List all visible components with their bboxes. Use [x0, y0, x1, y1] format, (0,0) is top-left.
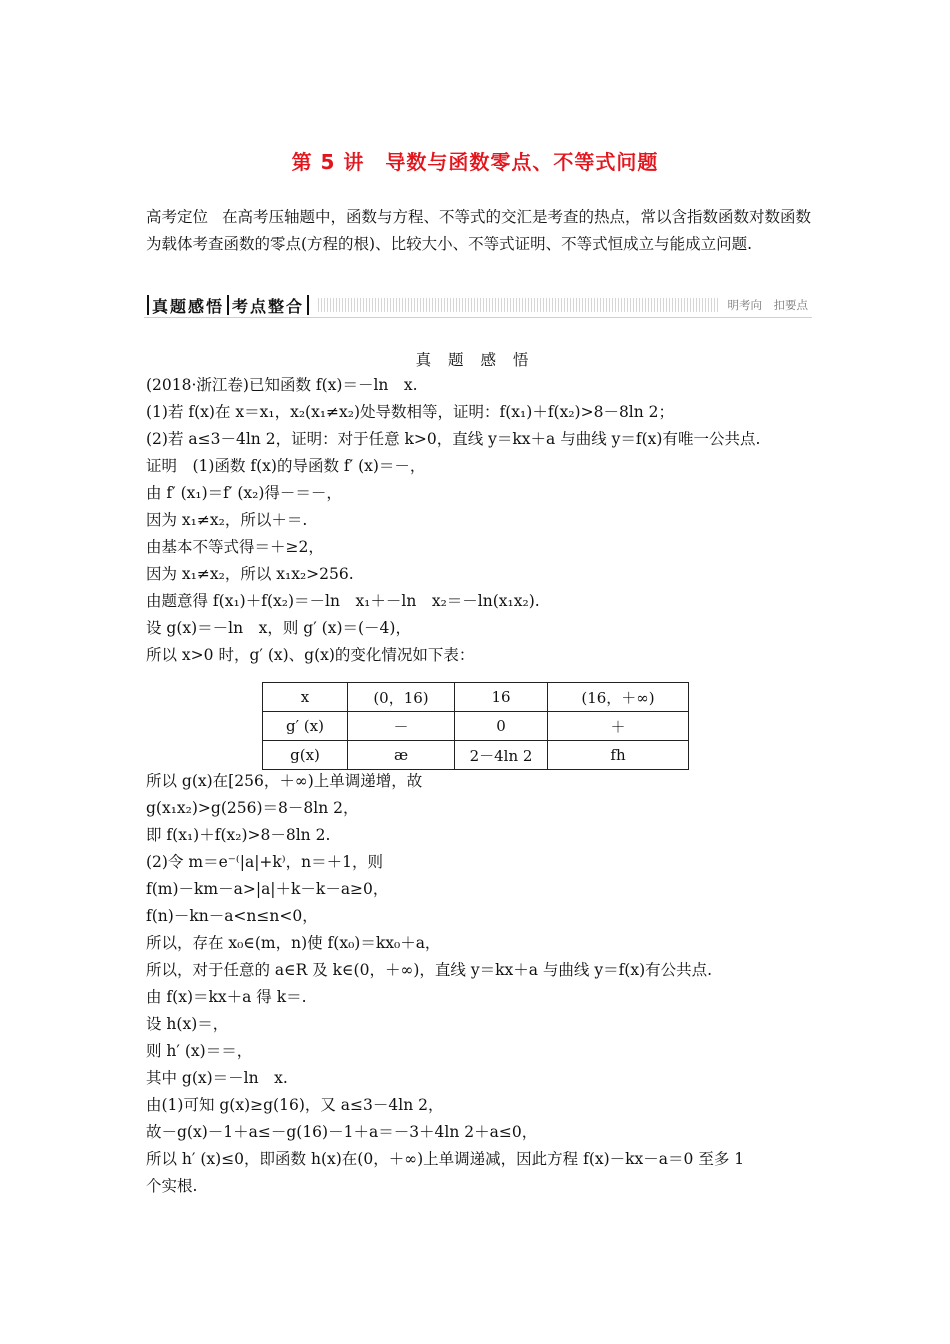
- table-cell: ＋: [548, 712, 689, 741]
- table-cell: g′ (x): [263, 712, 348, 741]
- text-line: 则 h′ (x)＝＝，: [146, 1042, 253, 1060]
- text-line: f(m)－km－a>|a|＋k－k－a≥0，: [146, 880, 389, 898]
- text-line: (1)若 f(x)在 x＝x₁，x₂(x₁≠x₂)处导数相等，证明：f(x₁)＋f(x₂)>8－8ln 2；: [146, 403, 675, 421]
- text-line: 所以，存在 x₀∈(m，n)使 f(x₀)＝kx₀＋a，: [146, 934, 441, 952]
- text-line: 设 h(x)＝，: [146, 1015, 229, 1033]
- text-line: f(n)－kn－a<n≤n<0，: [146, 907, 318, 925]
- variation-table: [262, 682, 689, 770]
- table-row: [263, 683, 689, 712]
- exam-positioning-text: 在高考压轴题中，函数与方程、不等式的交汇是考查的热点，常以含指数函数对数函数为载体考查函数的零点(方程的根)、比较大小、不等式证明、不等式恒成立与能成立问题.: [146, 208, 812, 253]
- text-line: 因为 x₁≠x₂，所以 x₁x₂>256.: [146, 565, 354, 583]
- table-cell: 16: [455, 683, 548, 712]
- text-line: (2018·浙江卷)已知函数 f(x)＝－ln x.: [146, 376, 418, 394]
- lesson-title: 第 5 讲 导数与函数零点、不等式问题: [291, 150, 659, 174]
- text-line: 所以 g(x)在[256，＋∞)上单调递增，故: [146, 772, 423, 790]
- text-line: 因为 x₁≠x₂，所以＋＝.: [146, 511, 308, 529]
- table-row: [263, 741, 689, 770]
- table-cell: x: [263, 683, 348, 712]
- table-cell: g(x): [263, 741, 348, 770]
- text-line: 所以 h′ (x)≤0，即函数 h(x)在(0，＋∞)上单调递减，因此方程 f(x)－kx－a＝0 至多 1: [146, 1150, 745, 1168]
- text-line: 即 f(x₁)＋f(x₂)>8－8ln 2.: [146, 826, 331, 844]
- text-line: 证明 (1)函数 f(x)的导函数 f′ (x)＝－，: [146, 457, 426, 475]
- text-line: 由基本不等式得＝＋≥2，: [146, 538, 324, 556]
- text-line: g(x₁x₂)>g(256)＝8－8ln 2，: [146, 799, 359, 817]
- banner-subtitle: 明考向 扣要点: [727, 298, 808, 312]
- proof-part2: [146, 768, 816, 1200]
- section-heading: 真 题 感 悟: [415, 351, 535, 369]
- text-line: 由 f′ (x₁)＝f′ (x₂)得－＝－，: [146, 484, 342, 502]
- table-cell: －: [348, 712, 455, 741]
- text-line: 个实根.: [146, 1177, 198, 1195]
- text-line: 所以 x>0 时，g′ (x)、g(x)的变化情况如下表：: [146, 646, 475, 664]
- text-line: (2)若 a≤3－4ln 2，证明：对于任意 k>0，直线 y＝kx＋a 与曲线 y＝f(x)有唯一公共点.: [146, 430, 761, 448]
- table-cell: (16，＋∞): [548, 683, 689, 712]
- text-line: 故－g(x)－1＋a≤－g(16)－1＋a＝－3＋4ln 2＋a≤0，: [146, 1123, 538, 1141]
- text-line: 由题意得 f(x₁)＋f(x₂)＝－ln x₁＋－ln x₂＝－ln(x₁x₂).: [146, 592, 540, 610]
- banner-tab-kaodian: 考点整合: [232, 296, 305, 316]
- banner-stripe: [318, 298, 717, 312]
- text-line: 设 g(x)＝－ln x，则 g′ (x)＝(－4)，: [146, 619, 411, 637]
- table-cell: fh: [548, 741, 689, 770]
- text-line: (2)令 m＝e⁻⁽|a|+k⁾，n＝＋1，则: [146, 853, 383, 871]
- table-cell: æ: [348, 741, 455, 770]
- banner-divider: [227, 295, 229, 315]
- banner-underline: [144, 317, 812, 318]
- text-line: 由 f(x)＝kx＋a 得 k＝.: [146, 988, 307, 1006]
- banner-tab-zhenti: 真题感悟: [152, 296, 225, 316]
- table-cell: 2－4ln 2: [455, 741, 548, 770]
- exam-positioning-label: 高考定位: [146, 208, 209, 226]
- text-line: 其中 g(x)＝－ln x.: [146, 1069, 288, 1087]
- text-line: 所以，对于任意的 a∈R 及 k∈(0，＋∞)，直线 y＝kx＋a 与曲线 y＝f(x)有公共点.: [146, 961, 713, 979]
- exam-positioning: [146, 204, 812, 258]
- text-line: 由(1)可知 g(x)≥g(16)，又 a≤3－4ln 2，: [146, 1096, 444, 1114]
- problem-and-proof-part1: [146, 372, 816, 669]
- section-banner: [144, 293, 812, 317]
- table-cell: (0，16): [348, 683, 455, 712]
- table-cell: 0: [455, 712, 548, 741]
- banner-divider: [147, 295, 149, 315]
- table-row: [263, 712, 689, 741]
- banner-divider: [307, 295, 309, 315]
